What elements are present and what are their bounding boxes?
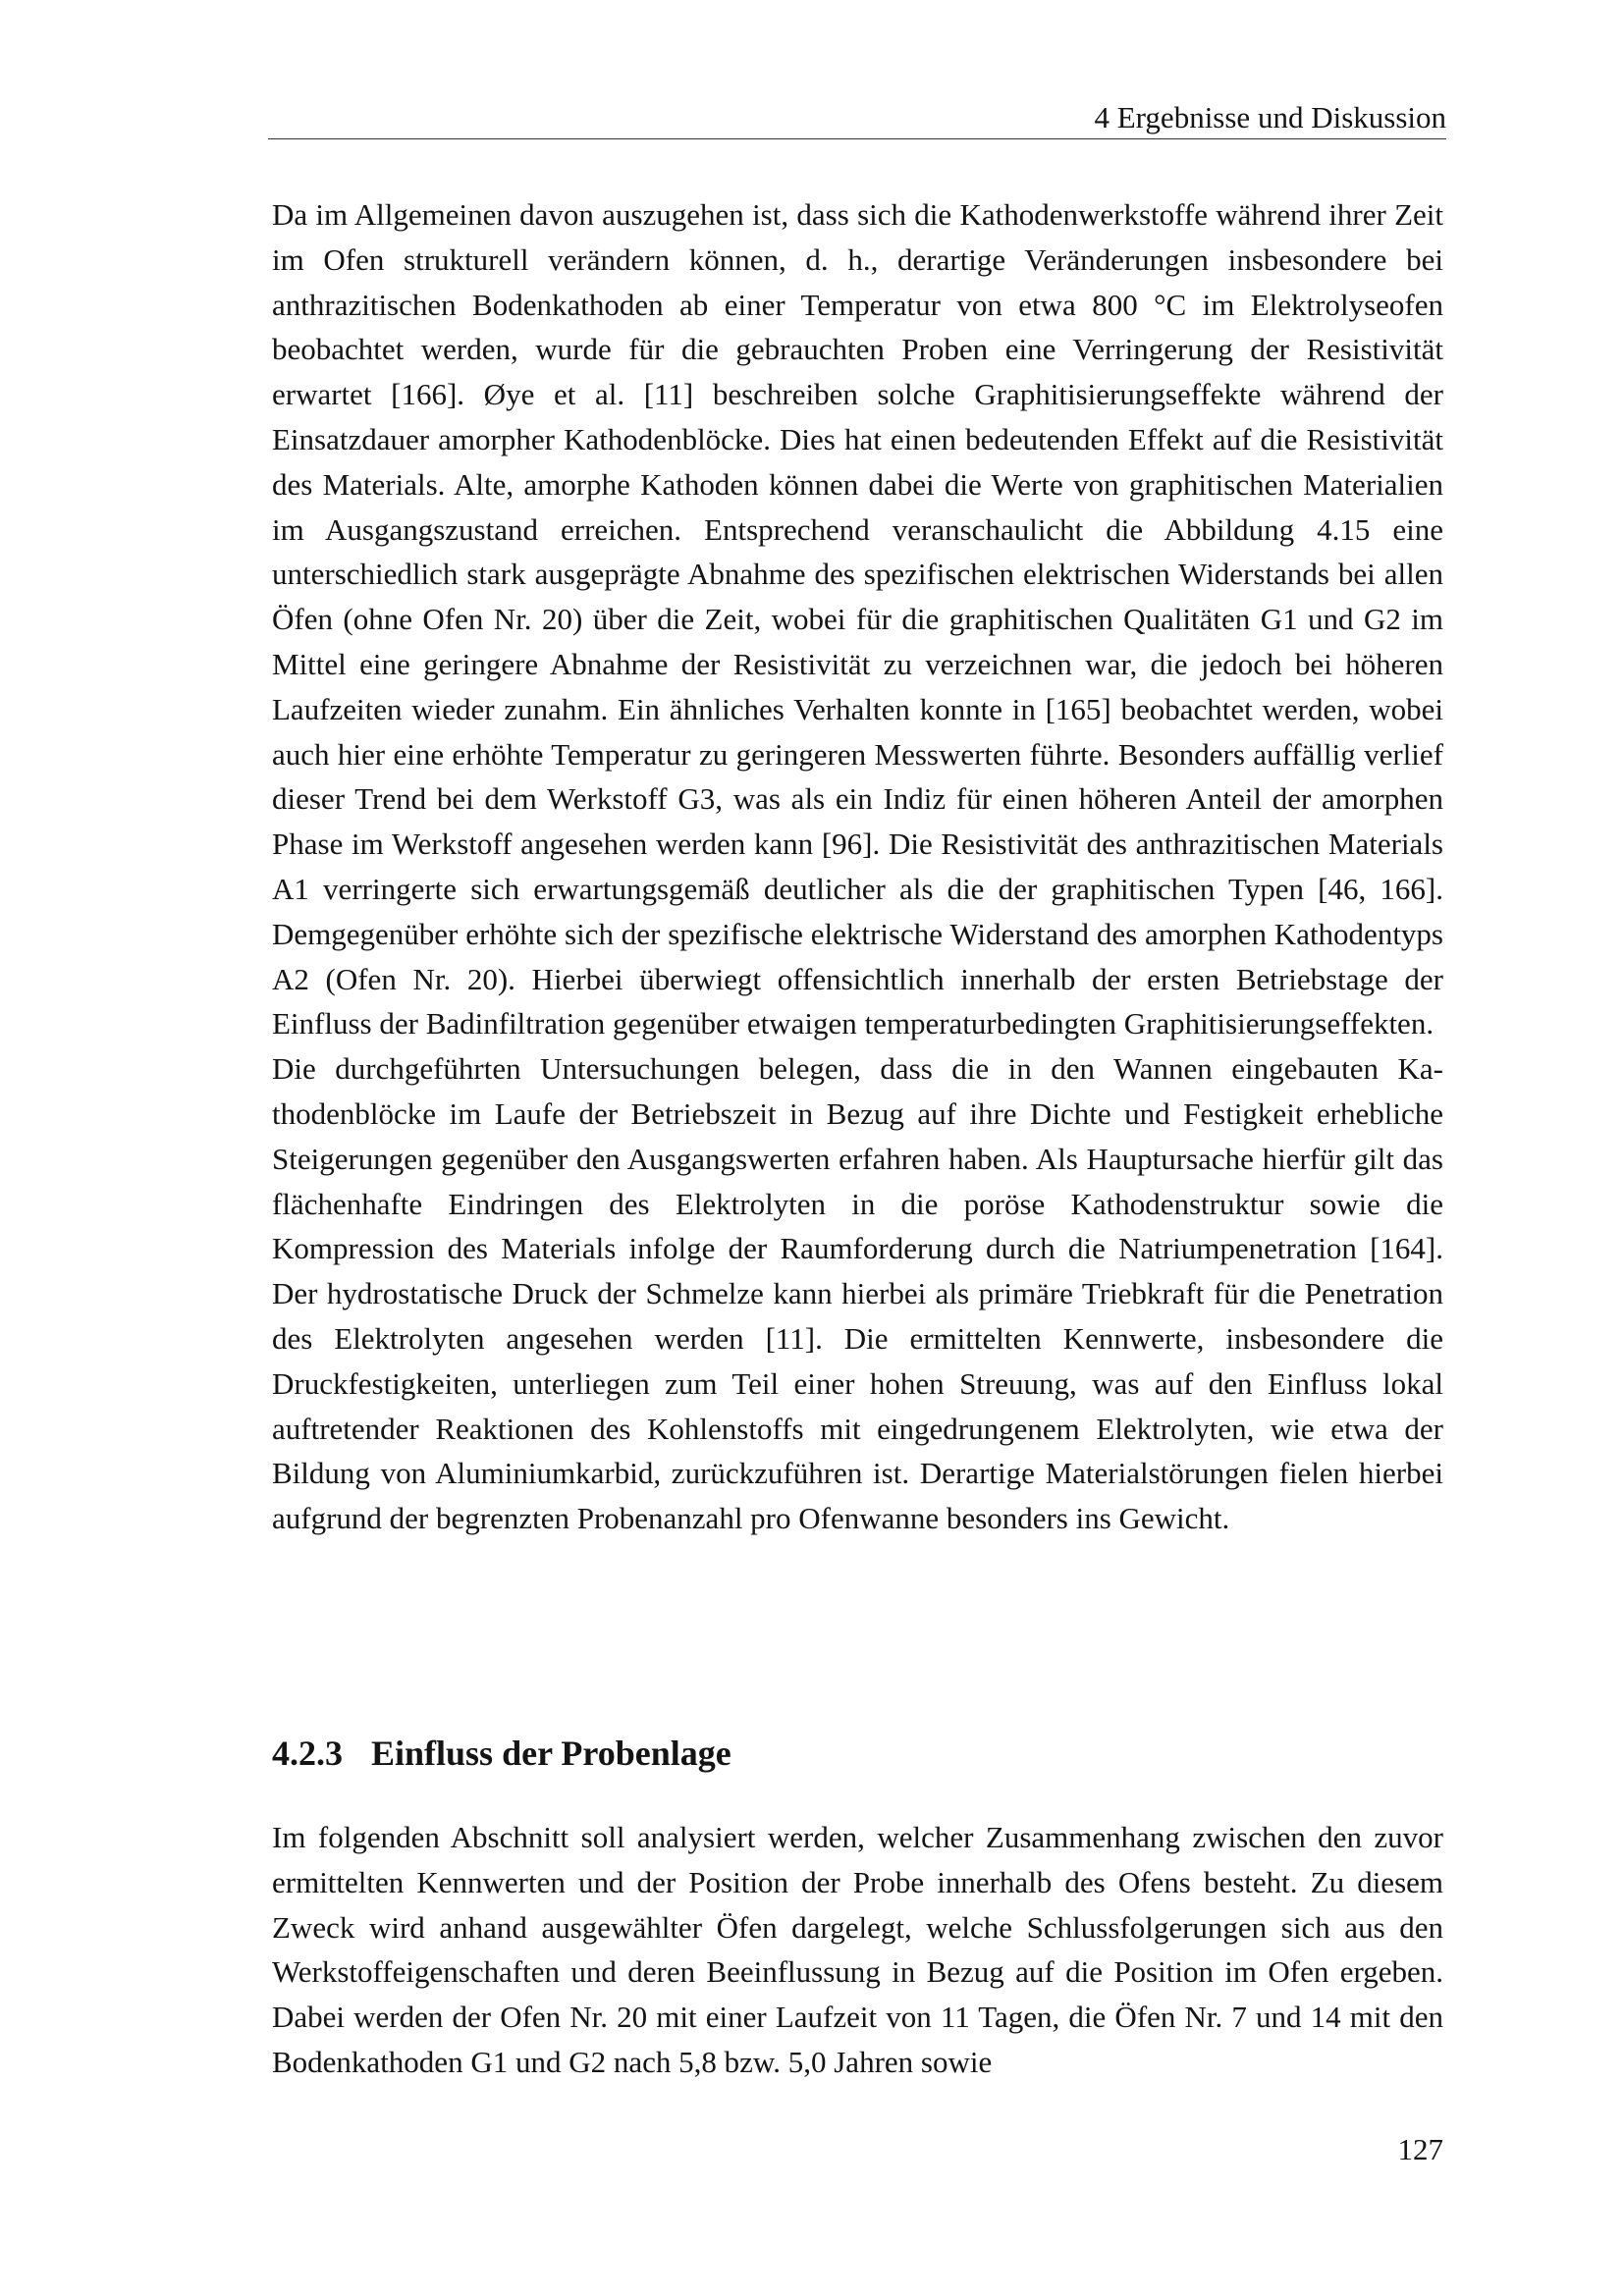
section-title: Einfluss der Probenlage [371, 1734, 731, 1773]
running-header [268, 96, 1446, 139]
paragraph-density-strength: Die durchgeführten Untersuchungen belegen, dass die in den Wannen eingebauten Kathodenblöcke im Laufe der Betriebszeit in Bezug auf ihre Dichte und Festigkeit erhebliche Steigerungen gegenüber den Ausgangswerten erfahren haben. Als Hauptursache hierfür gilt das flächenhafte Eindringen des Elektrolyten in die poröse Kathodenstruktur sowie die Kompression des Materials infolge der Raumforderung durch die Natriumpenetration [164]. Der hydrostatische Druck der Schmelze kann hierbei als primäre Triebkraft für die Penetration des Elektrolyten angesehen werden [11]. Die ermittelten Kennwerte, insbesondere die Druckfestigkeiten, unterliegen zum Teil einer hohen Streuung, was auf den Einfluss lokal auftretender Reaktionen des Kohlenstoffs mit eingedrungenem Elektrolyten, wie etwa der Bildung von Aluminiumkarbid, zurückzuführen ist. Derartige Materialstörungen fielen hierbei aufgrund der begrenzten Probenanzahl pro Ofenwanne besonders ins Gewicht. [272, 1051, 1443, 1536]
section-text [272, 1815, 1443, 2085]
page-number: 127 [1397, 2132, 1443, 2166]
running-header-title: 4 Ergebnisse und Diskussion [1094, 100, 1446, 134]
section-heading [272, 1724, 1443, 1783]
paragraph-sample-position: Im folgenden Abschnitt soll analysiert werden, welcher Zusammenhang zwischen den zuvor ermittelten Kennwerten und der Position der Probe innerhalb des Ofens besteht. Zu diesem Zweck wird anhand ausgewählter Öfen dargelegt, welche Schlussfolgerungen sich aus den Werkstoffeigenschaften und deren Beeinflussung in Bezug auf die Position im Ofen ergeben. Dabei werden der Ofen Nr. 20 mit einer Laufzeit von 11 Tagen, die Öfen Nr. 7 und 14 mit den Bodenkathoden G1 und G2 nach 5,8 bzw. 5,0 Jahren sowie [272, 1820, 1443, 2079]
paragraph-graphitization: Da im Allgemeinen davon auszugehen ist, dass sich die Kathodenwerkstoffe während ihrer Zeit im Ofen strukturell verändern können, d. h., derartige Veränderungen insbesondere bei anthrazitischen Bodenkathoden ab einer Temperatur von etwa 800 °C im Elektrolyseofen beobachtet werden, wurde für die gebrauchten Proben eine Verringerung der Resistivität erwartet [166]. Øye et al. [11] beschreiben solche Graphitisierungseffekte während der Einsatzdauer amorpher Kathodenblöcke. Dies hat einen bedeutenden Effekt auf die Resistivität des Materials. Alte, amorphe Kathoden können dabei die Werte von graphitischen Materialien im Ausgangszustand erreichen. Entsprechend veranschaulicht die Abbildung 4.15 eine unterschiedlich stark ausgeprägte Abnahme des spezifischen elektrischen Widerstands bei allen Öfen (ohne Ofen Nr. 20) über die Zeit, wobei für die graphitischen Qualitäten G1 und G2 im Mittel eine geringere Abnahme der Resistivität zu verzeichnen war, die jedoch bei höheren Laufzeiten wieder zunahm. Ein ähnliches Verhalten konnte in [165] beobachtet werden, wobei auch hier eine erhöhte Temperatur zu geringeren Messwerten führte. Besonders auffällig verlief dieser Trend bei dem Werkstoff G3, was als ein Indiz für einen höheren Anteil der amorphen Phase im Werkstoff angesehen werden kann [96]. Die Resistivität des anthrazitischen Materials A1 verringerte sich erwartungsgemäß deutlicher als die der graphitischen Typen [46, 166]. Demgegenüber erhöhte sich der spezifische elektrische Widerstand des amorphen Kathodentyps A2 (Ofen Nr. 20). Hierbei überwiegt offensichtlich innerhalb der ersten Betriebstage der Einfluss der Badinfiltration gegenüber etwaigen temperaturbedingten Graphitisierungseffekten. [272, 197, 1443, 1041]
section-number: 4.2.3 [272, 1734, 343, 1773]
main-text [272, 192, 1443, 1541]
